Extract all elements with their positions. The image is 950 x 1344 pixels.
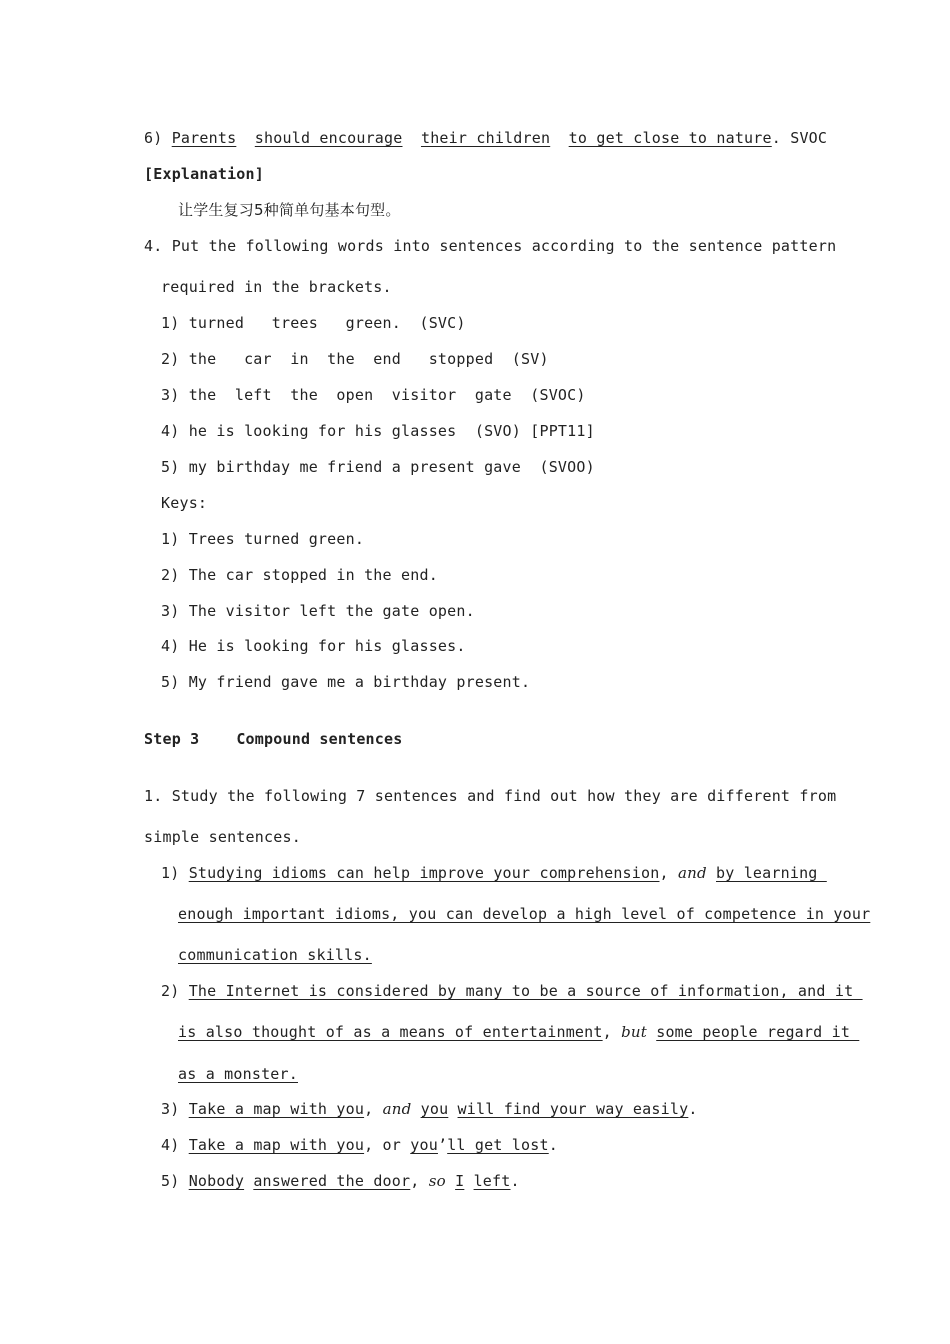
predicate-part: ll get lost: [447, 1136, 549, 1154]
compound-sentence-2-cont: [178, 1022, 859, 1042]
predicate-part: will find your way easily: [457, 1100, 689, 1118]
item-number: 6): [144, 129, 172, 147]
step-heading: [144, 729, 402, 749]
clause-2: some people regard it: [656, 1023, 860, 1041]
clause-1: Take a map with you: [188, 1100, 365, 1118]
clause-1: Studying idioms can help improve your comprehension: [188, 864, 660, 882]
compound-sentence-1-end: [178, 945, 372, 965]
comma: ,: [364, 1100, 383, 1118]
compound-sentence-3: [161, 1099, 698, 1119]
key-item: 2) The car stopped in the end.: [161, 566, 438, 584]
compound-sentence-1-cont: [178, 904, 870, 924]
compound-sentence-1: [161, 863, 827, 883]
key-item: 4) He is looking for his glasses.: [161, 637, 466, 655]
question-1-line1: 1. Study the following 7 sentences and find out how they are different from: [144, 787, 837, 805]
predicate-part: left: [473, 1172, 511, 1190]
question-4-line1: 4. Put the following words into sentences according to the sentence pattern: [144, 237, 837, 255]
period: .: [548, 1136, 558, 1154]
predicate-part: answered the door: [253, 1172, 411, 1190]
period: .: [510, 1172, 520, 1190]
step-label: Step 3: [144, 730, 200, 748]
period: .: [771, 129, 781, 147]
item-number: 3): [161, 1100, 189, 1118]
subject-part: you: [410, 1136, 438, 1154]
pattern-label: SVOC: [780, 129, 828, 147]
subject-part: Parents: [171, 129, 237, 147]
question-4-line2: required in the brackets.: [161, 278, 392, 296]
conjunction: , or: [364, 1136, 411, 1154]
period: .: [688, 1100, 698, 1118]
conjunction: and: [677, 864, 707, 882]
step-title: Compound sentences: [236, 730, 403, 748]
question-1-line2: simple sentences.: [144, 828, 301, 846]
exercise-item: 4) he is looking for his glasses (SVO) [PPT11]: [161, 422, 595, 440]
key-item: 1) Trees turned green.: [161, 530, 365, 548]
item-number: 5): [161, 1172, 189, 1190]
clause-1: Take a map with you: [188, 1136, 365, 1154]
exercise-item: 5) my birthday me friend a present gave (SVOO): [161, 458, 595, 476]
explanation-text: 让学生复习5种简单句基本句型。: [178, 201, 401, 219]
clause-2-cont: enough important idioms, you can develop a high level of competence in your: [178, 905, 871, 923]
compound-sentence-5: [161, 1171, 520, 1191]
keys-label: Keys:: [161, 494, 208, 512]
subject-part: you: [420, 1100, 449, 1118]
item-number: 1): [161, 864, 189, 882]
sentence-item-6: [144, 128, 827, 148]
clause-2-end: as a monster.: [178, 1065, 298, 1083]
conjunction: and: [382, 1100, 412, 1118]
comma: ,: [602, 1023, 622, 1041]
conjunction: but: [621, 1023, 647, 1041]
apostrophe: ’: [437, 1136, 448, 1154]
key-item: 5) My friend gave me a birthday present.: [161, 673, 531, 691]
subject-part: I: [455, 1172, 465, 1190]
complement-part: to get close to nature: [568, 129, 772, 147]
conjunction: so: [428, 1172, 446, 1190]
compound-sentence-2: [161, 981, 863, 1001]
verb-part: should encourage: [254, 129, 403, 147]
key-item: 3) The visitor left the gate open.: [161, 602, 475, 620]
exercise-item: 1) turned trees green. (SVC): [161, 314, 466, 332]
compound-sentence-4: [161, 1135, 558, 1155]
subject-part: Nobody: [188, 1172, 245, 1190]
explanation-heading: [Explanation]: [144, 165, 264, 183]
comma: ,: [410, 1172, 429, 1190]
exercise-item: 2) the car in the end stopped (SV): [161, 350, 549, 368]
clause-2-end: communication skills.: [178, 946, 372, 964]
clause-1: The Internet is considered by many to be a source of information, and it: [188, 982, 863, 1000]
item-number: 4): [161, 1136, 189, 1154]
item-number: 2): [161, 982, 189, 1000]
object-part: their children: [420, 129, 551, 147]
compound-sentence-2-end: [178, 1064, 298, 1084]
clause-2: by learning: [716, 864, 827, 882]
comma: ,: [659, 864, 678, 882]
exercise-item: 3) the left the open visitor gate (SVOC): [161, 386, 586, 404]
clause-1-cont: is also thought of as a means of entertainment: [178, 1023, 603, 1041]
